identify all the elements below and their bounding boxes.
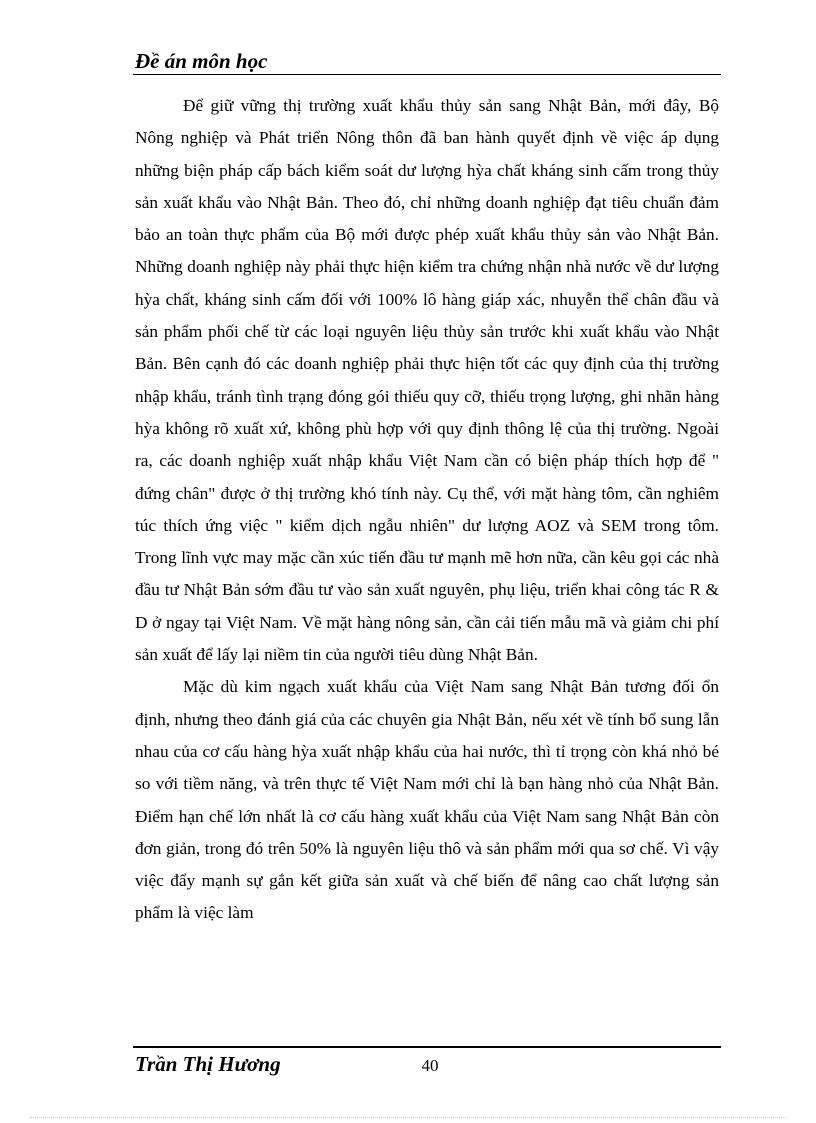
body-paragraph: Mặc dù kim ngạch xuất khẩu của Việt Nam sang Nhật Bản tương đối ổn định, nhưng theo đánh giá của các chuyên gia Nhật Bản, nếu xét về tính bổ sung lẫn nhau của cơ cấu hàng hỳa xuất nhập khẩu của hai nước, thì tỉ trọng còn khá nhỏ bé so với tiềm năng, và trên thực tế Việt Nam mới chỉ là bạn hàng nhỏ của Nhật Bản. Điểm hạn chế lớn nhất là cơ cấu hàng xuất khẩu của Việt Nam sang Nhật Bản còn đơn giản, trong đó trên 50% là nguyên liệu thô và sản phẩm mới qua sơ chế. Vì vậy việc đẩy mạnh sự gắn kết giữa sản xuất và chế biến để nâng cao chất lượng sản phẩm là việc làm — [135, 677, 719, 923]
page-number: 40 — [421, 1056, 439, 1075]
header-divider — [133, 74, 721, 75]
page-bottom-edge — [30, 1117, 786, 1118]
footer-author: Trần Thị Hương — [135, 1052, 281, 1076]
page-header-title: Đề án môn học — [135, 49, 268, 73]
body-paragraph: Để giữ vững thị trường xuất khẩu thủy sản sang Nhật Bản, mới đây, Bộ Nông nghiệp và Phát triển Nông thôn đã ban hành quyết định về việc áp dụng những biện pháp cấp bách kiểm soát dư lượng hỳa chất kháng sinh cấm trong thủy sản xuất khẩu vào Nhật Bản. Theo đó, chỉ những doanh nghiệp đạt tiêu chuẩn đảm bảo an toàn thực phẩm của Bộ mới được phép xuất khẩu thủy sản vào Nhật Bản. Những doanh nghiệp này phải thực hiện kiểm tra chứng nhận nhà nước về dư lượng hỳa chất, kháng sinh cấm đối với 100% lô hàng giáp xác, nhuyễn thể chân đầu và sản phẩm phối chế từ các loại nguyên liệu thủy sản trước khi xuất khẩu vào Nhật Bản. Bên cạnh đó các doanh nghiệp phải thực hiện tốt các quy định của thị trường nhập khẩu, tránh tình trạng đóng gói thiếu quy cỡ, thiếu trọng lượng, ghi nhãn hàng hỳa không rõ xuất xứ, không phù hợp với quy định thông lệ của thị trường. Ngoài ra, các doanh nghiệp xuất nhập khẩu Việt Nam cần có biện pháp thích hợp để " đứng chân" được ở thị trường khó tính này. Cụ thể, với mặt hàng tôm, cần nghiêm túc thích ứng việc " kiểm dịch ngẫu nhiên" dư lượng AOZ và SEM trong tôm. Trong lĩnh vực may mặc cần xúc tiến đầu tư mạnh mẽ hơn nữa, cần kêu gọi các nhà đầu tư Nhật Bản sớm đầu tư vào sản xuất nguyên, phụ liệu, triển khai công tác R & D ở ngay tại Việt Nam. Về mặt hàng nông sản, cần cải tiến mẫu mã và giảm chi phí sản xuất để lấy lại niềm tin của người tiêu dùng Nhật Bản. — [135, 96, 719, 665]
document-body — [135, 90, 719, 930]
footer-divider — [133, 1046, 721, 1048]
